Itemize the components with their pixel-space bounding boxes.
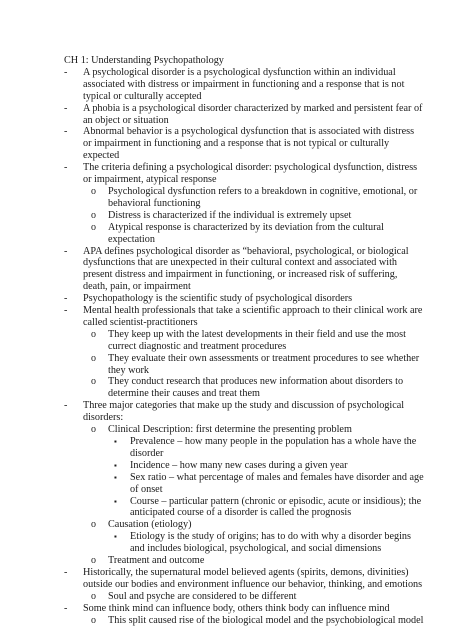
list-item-text: This split caused rise of the biological model and the psychobiological model (108, 614, 424, 626)
list-item-text: Atypical response is characterized by its deviation from the cultural expectation (108, 221, 384, 245)
dash-bullet-icon: - (64, 66, 68, 78)
list-item-text: Clinical Description: first determine the presenting problem (108, 424, 352, 436)
dash-bullet-icon: - (64, 305, 68, 317)
circle-bullet-icon: o (91, 352, 96, 364)
list-item-text: A phobia is a psychological disorder characterized by marked and persistent fear of an object or situation (83, 102, 423, 126)
list-item (64, 615, 424, 627)
list-item (64, 376, 424, 400)
circle-bullet-icon: o (91, 221, 96, 233)
list-item-text: Treatment and outcome (108, 555, 205, 567)
list-item (64, 496, 424, 520)
square-bullet-icon: ▪ (114, 496, 117, 506)
document-title: CH 1: Understanding Psychopathology (64, 55, 224, 66)
list-item-text: APA defines psychological disorder as “behavioral, psychological, or biological dysfunctions that are unexpected in their cultural context and associated with present distress and impairment in functioning, or increased risk of suffering, death, pain, or impairment (83, 245, 409, 293)
list-item-text: Soul and psyche are considered to be different (108, 590, 297, 602)
list-item (64, 329, 424, 353)
list-item-text: Sex ratio – what percentage of males and females have disorder and age of onset (130, 471, 424, 495)
list-item-text: Psychopathology is the scientific study of psychological disorders (83, 293, 353, 305)
list-item (64, 472, 424, 496)
list-item (64, 305, 424, 329)
list-item-text: They keep up with the latest developments in their field and use the most currect diagnostic and treatment procedures (108, 328, 406, 352)
list-item (64, 460, 424, 472)
list-item-text: Three major categories that make up the study and discussion of psychological disorders: (83, 400, 405, 424)
dash-bullet-icon: - (64, 400, 68, 412)
list-item (64, 246, 424, 294)
list-item (64, 531, 424, 555)
circle-bullet-icon: o (91, 519, 96, 531)
list-item-text: Causation (etiology) (108, 519, 192, 531)
square-bullet-icon: ▪ (114, 437, 117, 446)
dash-bullet-icon: - (64, 566, 68, 578)
list-item (64, 293, 424, 305)
list-item-text: Incidence – how many new cases during a given year (130, 459, 348, 471)
list-item-text: A psychological disorder is a psychological dysfunction within an individual associated with distress or impairment in functioning and a response that is not typical or culturally accepted (83, 66, 405, 102)
list-item (64, 103, 424, 127)
square-bullet-icon: ▪ (114, 460, 117, 470)
circle-bullet-icon: o (91, 185, 96, 197)
list-item (64, 591, 424, 603)
circle-bullet-icon: o (91, 209, 96, 221)
list-item-text: Distress is characterized if the individual is extremely upset (108, 209, 352, 221)
list-item (64, 424, 424, 436)
list-item-text: Prevalence – how many people in the population has a whole have the disorder (130, 436, 417, 459)
list-item-text: Mental health professionals that take a scientific approach to their clinical work are called scientist-practitioners (83, 305, 423, 328)
circle-bullet-icon: o (91, 555, 96, 567)
list-item-text: The criteria defining a psychological disorder: psychological dysfunction, distress or impairment, atypical response (83, 162, 418, 186)
list-item (64, 222, 424, 246)
square-bullet-icon: ▪ (114, 532, 117, 542)
dash-bullet-icon: - (64, 102, 68, 114)
outline-list (64, 67, 424, 627)
dash-bullet-icon: - (64, 126, 68, 138)
circle-bullet-icon: o (91, 614, 96, 626)
square-bullet-icon: ▪ (114, 472, 117, 482)
dash-bullet-icon: - (64, 162, 68, 174)
list-item-text: Course – particular pattern (chronic or episodic, acute or insidious); the anticipated course of a disorder is called the prognosis (130, 495, 422, 519)
list-item-text: They conduct research that produces new information about disorders to determine their causes and treat them (108, 376, 404, 400)
dash-bullet-icon: - (64, 602, 68, 614)
circle-bullet-icon: o (91, 328, 96, 340)
dash-bullet-icon: - (64, 293, 68, 305)
circle-bullet-icon: o (91, 590, 96, 602)
circle-bullet-icon: o (91, 376, 96, 388)
list-item (64, 353, 424, 377)
list-item (64, 400, 424, 424)
circle-bullet-icon: o (91, 424, 96, 436)
list-item (64, 67, 424, 103)
list-item-text: Historically, the supernatural model believed agents (spirits, demons, divinities) outside our bodies and environment influence our behavior, thinking, and emotions (83, 566, 423, 590)
list-item (64, 126, 424, 162)
list-item-text: Etiology is the study of origins; has to do with why a disorder begins and includes biological, psychological, and social dimensions (130, 531, 411, 555)
list-item (64, 555, 424, 567)
list-item (64, 162, 424, 186)
list-item-text: Some think mind can influence body, others think body can influence mind (83, 602, 390, 614)
list-item (64, 567, 424, 591)
list-item-text: Psychological dysfunction refers to a breakdown in cognitive, emotional, or behavioral functioning (108, 185, 418, 209)
list-item-text: Abnormal behavior is a psychological dysfunction that is associated with distress or impairment in functioning and a response that is not typical or culturally expected (83, 126, 415, 162)
list-item (64, 436, 424, 460)
document-page (64, 55, 424, 627)
list-item (64, 210, 424, 222)
list-item (64, 186, 424, 210)
list-item (64, 519, 424, 531)
dash-bullet-icon: - (64, 245, 68, 257)
list-item-text: They evaluate their own assessments or treatment procedures to see whether they work (108, 352, 420, 376)
